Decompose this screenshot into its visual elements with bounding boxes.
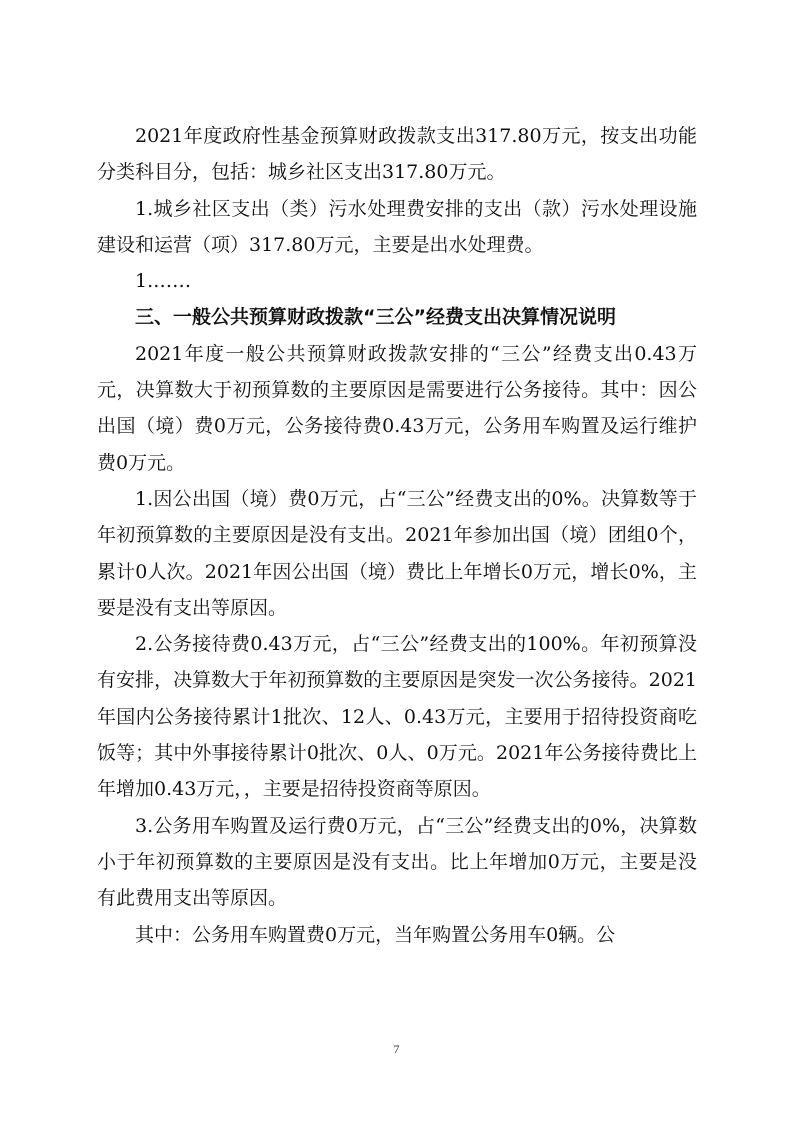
paragraph-urban-rural-expenditure: 1.城乡社区支出（类）污水处理费安排的支出（款）污水处理设施建设和运营（项）317.80万元，主要是出水处理费。 [97, 197, 697, 256]
paragraph-overseas-travel: 1.因公出国（境）费0万元，占“三公”经费支出的0%。决算数等于年初预算数的主要原因是没有支出。2021年参加出国（境）团组0个，累计0人次。2021年因公出国（境）费比上年增长0万元，增长0%，主要是没有支出等原因。 [97, 487, 697, 619]
paragraph-official-vehicles: 3.公务用车购置及运行费0万元，占“三公”经费支出的0%，决算数小于年初预算数的主要原因是没有支出。比上年增加0万元，主要是没有此费用支出等原因。 [97, 814, 697, 910]
section-heading-three-public: 三、一般公共预算财政拨款“三公”经费支出决算情况说明 [135, 306, 616, 329]
paragraph-vehicle-purchase: 其中：公务用车购置费0万元，当年购置公务用车0辆。公 [135, 923, 616, 946]
document-body [97, 118, 697, 953]
paragraph-fund-budget-summary: 2021年度政府性基金预算财政拨款支出317.80万元，按支出功能分类科目分，包括：城乡社区支出317.80万元。 [97, 125, 697, 184]
paragraph-three-public-summary: 2021年度一般公共预算财政拨款安排的“三公”经费支出0.43万元，决算数大于初预算数的主要原因是需要进行公务接待。其中：因公出国（境）费0万元，公务接待费0.43万元，公务用车购置及运行维护费0万元。 [97, 342, 697, 474]
page-number: 7 [393, 1042, 400, 1056]
paragraph-placeholder: 1.…… [135, 270, 192, 293]
paragraph-official-reception: 2.公务接待费0.43万元，占“三公”经费支出的100%。年初预算没有安排，决算数大于年初预算数的主要原因是突发一次公务接待。2021年国内公务接待累计1批次、12人、0.43万元，主要用于招待投资商吃饭等；其中外事接待累计0批次、0人、0万元。2021年公务接待费比上年增加0.43万元，，主要是招待投资商等原因。 [97, 633, 697, 801]
